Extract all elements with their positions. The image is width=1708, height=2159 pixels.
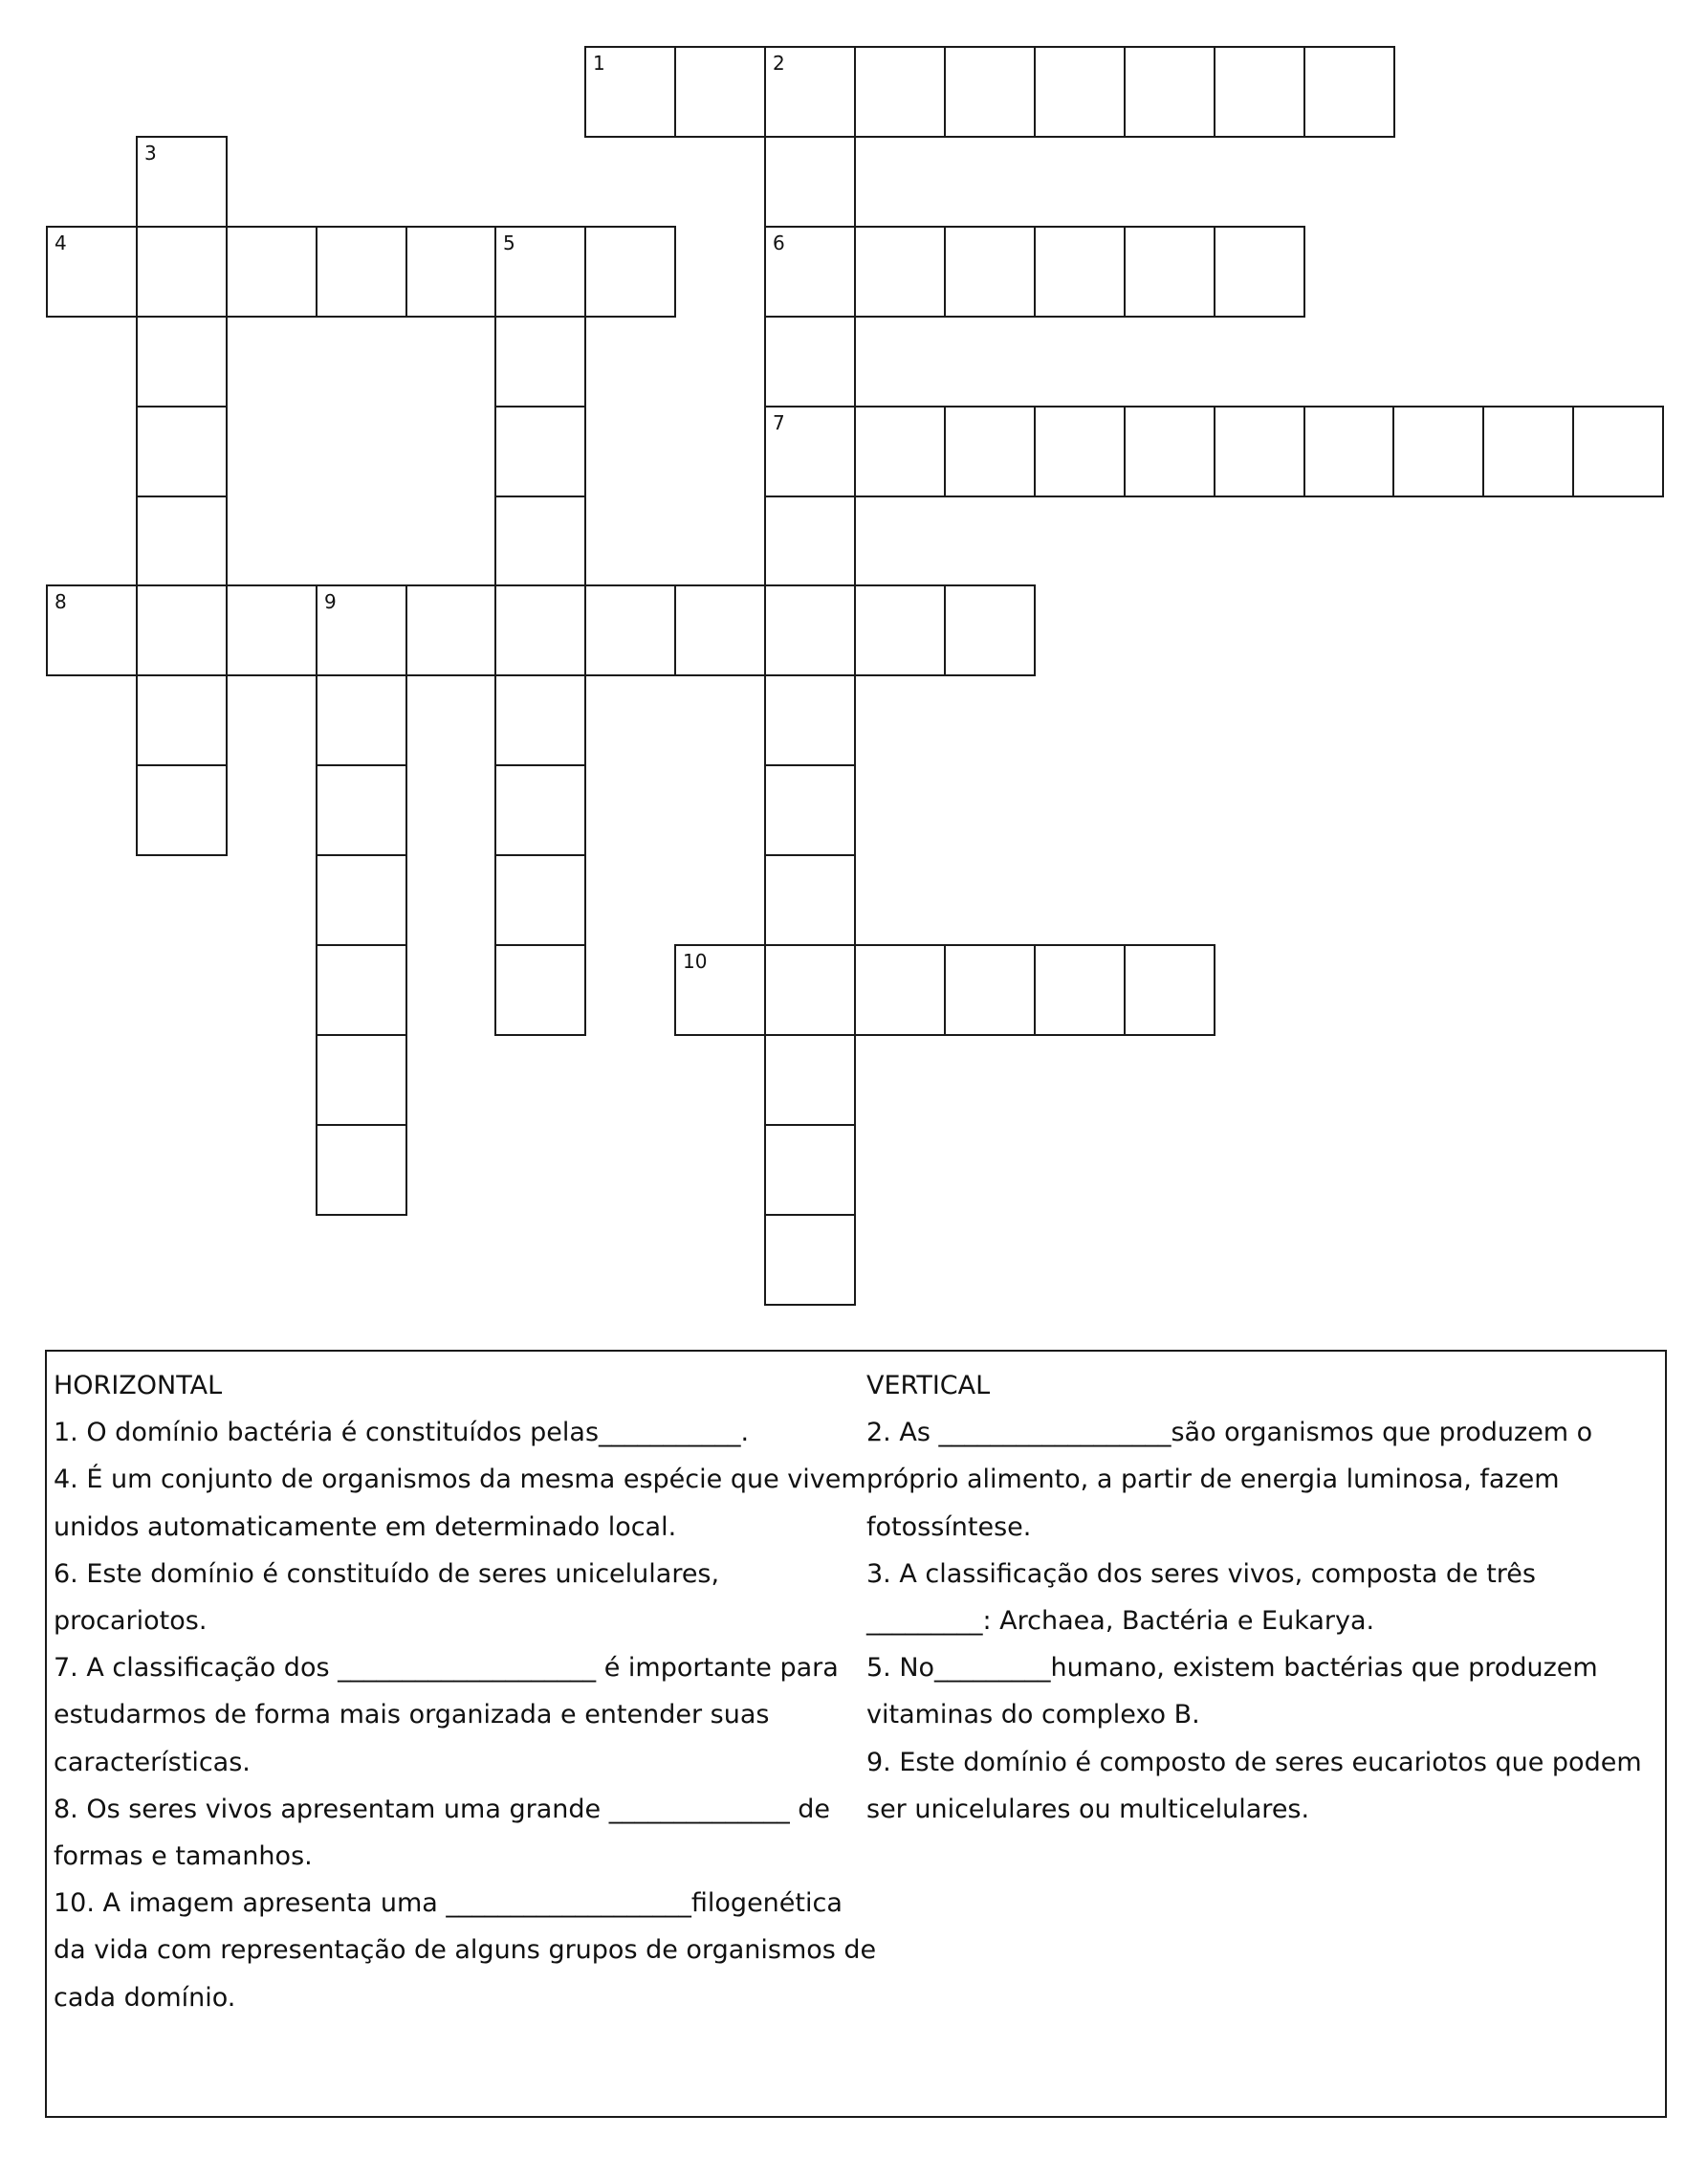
horizontal-clue-8: 8. Os seres vivos apresentam uma grande ______________ de formas e tamanhos. [54,1794,831,1872]
grid-cell[interactable] [1034,226,1126,318]
grid-cell[interactable] [1034,406,1126,497]
grid-cell[interactable] [136,316,228,408]
horizontal-clue-4: 4. É um conjunto de organismos da mesma espécie que vivem unidos automaticamente em determinado local. [54,1465,866,1542]
grid-cell[interactable] [136,226,228,318]
grid-cell[interactable] [316,674,407,766]
grid-cell[interactable] [136,406,228,497]
vertical-heading: VERTICAL [866,1371,991,1400]
grid-cell[interactable] [584,46,676,138]
vertical-clue-3: 3. A classificação dos seres vivos, composta de três _________: Archaea, Bactéria e Eukarya. [866,1558,1536,1637]
grid-cell[interactable] [494,764,586,856]
grid-cell[interactable] [316,1124,407,1216]
grid-cell[interactable] [764,316,856,408]
grid-cell[interactable] [405,226,497,318]
horizontal-clue-1: 1. O domínio bactéria é constituídos pelas___________. [54,1418,750,1448]
grid-cell[interactable] [316,226,407,318]
grid-cell[interactable] [226,584,318,676]
grid-cell[interactable] [1572,406,1664,497]
horizontal-heading: HORIZONTAL [54,1371,223,1400]
grid-cell[interactable] [316,584,407,676]
grid-cell[interactable] [316,1034,407,1126]
clues-box [45,1350,1667,2118]
grid-cell[interactable] [136,136,228,228]
clue-number: 5 [503,231,515,254]
grid-cell[interactable] [764,1034,856,1126]
horizontal-clues [54,1362,878,2021]
grid-cell[interactable] [494,316,586,408]
vertical-clue-5: 5. No_________humano, existem bactérias que produzem vitaminas do complexo B. [866,1653,1598,1730]
grid-cell[interactable] [316,764,407,856]
horizontal-clue-10: 10. A imagem apresenta uma ___________________filogenética da vida com representação de alguns grupos de organismos de cada domínio. [54,1888,877,2013]
grid-cell[interactable] [854,46,946,138]
grid-cell[interactable] [764,496,856,587]
grid-cell[interactable] [674,46,766,138]
grid-cell[interactable] [405,584,497,676]
grid-cell[interactable] [494,406,586,497]
grid-cell[interactable] [136,584,228,676]
vertical-clue-9: 9. Este domínio é composto de seres eucariotos que podem ser unicelulares ou multicelulares. [866,1747,1642,1824]
grid-cell[interactable] [1214,406,1305,497]
grid-cell[interactable] [674,584,766,676]
grid-cell[interactable] [854,226,946,318]
grid-cell[interactable] [136,764,228,856]
grid-cell[interactable] [316,944,407,1036]
grid-cell[interactable] [944,944,1036,1036]
horizontal-clue-7: 7. A classificação dos ____________________ é importante para estudarmos de forma mais organizada e entender suas características. [54,1653,839,1777]
grid-cell[interactable] [764,1214,856,1306]
grid-cell[interactable] [1034,46,1126,138]
grid-cell[interactable] [944,406,1036,497]
grid-cell[interactable] [494,854,586,946]
grid-cell[interactable] [764,136,856,228]
clue-number: 3 [144,142,157,165]
grid-cell[interactable] [854,406,946,497]
grid-cell[interactable] [764,1124,856,1216]
grid-cell[interactable] [764,226,856,318]
clue-number: 6 [773,231,785,254]
vertical-clue-2: 2. As __________________são organismos que produzem o próprio alimento, a partir de energia luminosa, fazem fotossíntese. [866,1418,1593,1542]
grid-cell[interactable] [584,226,676,318]
grid-cell[interactable] [764,584,856,676]
vertical-clues [866,1362,1660,1833]
grid-cell[interactable] [46,226,138,318]
grid-cell[interactable] [1214,46,1305,138]
grid-cell[interactable] [494,584,586,676]
clue-number: 8 [55,590,67,613]
grid-cell[interactable] [764,944,856,1036]
grid-cell[interactable] [944,226,1036,318]
clue-number: 9 [324,590,337,613]
grid-cell[interactable] [494,674,586,766]
grid-cell[interactable] [1124,944,1215,1036]
grid-cell[interactable] [494,944,586,1036]
grid-cell[interactable] [764,764,856,856]
grid-cell[interactable] [584,584,676,676]
grid-cell[interactable] [854,584,946,676]
grid-cell[interactable] [316,854,407,946]
clue-number: 10 [683,950,708,973]
clue-number: 1 [593,52,605,75]
clue-number: 4 [55,231,67,254]
grid-cell[interactable] [1303,46,1395,138]
grid-cell[interactable] [1303,406,1395,497]
grid-cell[interactable] [1124,226,1215,318]
horizontal-clue-6: 6. Este domínio é constituído de seres unicelulares, procariotos. [54,1558,720,1637]
grid-cell[interactable] [944,46,1036,138]
grid-cell[interactable] [1392,406,1484,497]
clue-number: 2 [773,52,785,75]
grid-cell[interactable] [494,496,586,587]
grid-cell[interactable] [764,854,856,946]
grid-cell[interactable] [764,674,856,766]
grid-cell[interactable] [764,46,856,138]
clue-number: 7 [773,411,785,434]
grid-cell[interactable] [1482,406,1574,497]
grid-cell[interactable] [674,944,766,1036]
grid-cell[interactable] [1214,226,1305,318]
grid-cell[interactable] [854,944,946,1036]
grid-cell[interactable] [1034,944,1126,1036]
grid-cell[interactable] [1124,46,1215,138]
grid-cell[interactable] [136,496,228,587]
grid-cell[interactable] [46,584,138,676]
grid-cell[interactable] [1124,406,1215,497]
grid-cell[interactable] [494,226,586,318]
grid-cell[interactable] [136,674,228,766]
grid-cell[interactable] [764,406,856,497]
grid-cell[interactable] [226,226,318,318]
grid-cell[interactable] [944,584,1036,676]
